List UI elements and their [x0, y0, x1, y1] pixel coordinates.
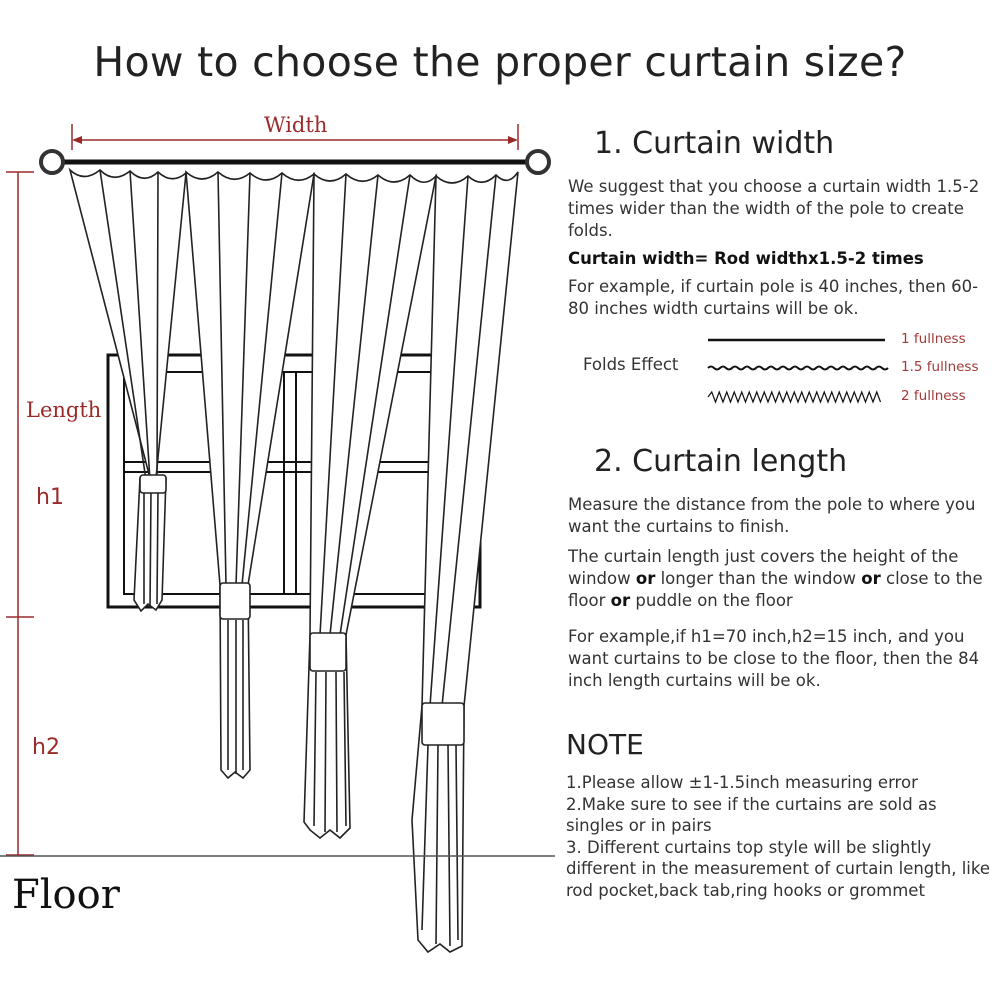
section-curtain-length-heading: 2. Curtain length	[594, 444, 848, 479]
curtain-length-measure: Measure the distance from the pole to where you want the curtains to finish.	[568, 495, 976, 536]
rod-finial-left	[41, 151, 63, 173]
fullness-label-2: 2 fullness	[901, 388, 966, 404]
tieback-1	[140, 475, 166, 493]
fold-line-1-5-fullness	[708, 367, 888, 370]
note-item: 2.Make sure to see if the curtains are sold as singles or in pairs	[566, 794, 937, 835]
rod-finial-right	[527, 151, 549, 173]
floor-label: Floor	[12, 872, 120, 918]
curtain-panel-2	[186, 172, 314, 778]
curtain-length-example: For example,if h1=70 inch,h2=15 inch, and you want curtains to be close to the floor, then the 84 inch length curtains will be ok.	[568, 627, 980, 690]
curtain-width-example: For example, if curtain pole is 40 inches, then 60-80 inches width curtains will be ok.	[568, 277, 979, 318]
curtain-length-options: The curtain length just covers the height of the window or longer than the window or close to the floor or puddle on the floor	[568, 547, 983, 610]
curtain-width-formula: Curtain width= Rod widthx1.5-2 times	[568, 249, 924, 268]
fullness-label-1-5: 1.5 fullness	[901, 359, 979, 375]
curtain-panel-3	[304, 174, 436, 838]
note-item: 1.Please allow ±1-1.5inch measuring error	[566, 773, 918, 792]
note-item: 3. Different curtains top style will be slightly different in the measurement of curtain length, like rod pocket,back tab,ring hooks or grommet	[566, 837, 990, 900]
length-label: Length	[26, 398, 102, 422]
page-title: How to choose the proper curtain size?	[93, 38, 907, 86]
fullness-label-1: 1 fullness	[901, 331, 966, 347]
curtain-panel-1	[70, 170, 186, 611]
note-heading: NOTE	[566, 728, 644, 761]
tieback-4	[422, 703, 464, 745]
h2-label: h2	[32, 735, 60, 760]
h1-label: h1	[36, 485, 64, 510]
note-list	[566, 772, 996, 901]
fold-line-2-fullness	[708, 392, 881, 402]
tieback-2	[220, 583, 250, 619]
width-label: Width	[264, 113, 328, 137]
tieback-3	[310, 633, 346, 671]
folds-effect-label: Folds Effect	[583, 355, 679, 374]
curtain-width-intro: We suggest that you choose a curtain width 1.5-2 times wider than the width of the pole to create folds.	[568, 177, 980, 240]
folds-effect-samples	[700, 328, 890, 408]
curtain-rod	[41, 151, 549, 173]
length-dimension	[6, 172, 34, 855]
section-curtain-width-heading: 1. Curtain width	[594, 126, 835, 161]
curtain-panel-4	[412, 172, 518, 952]
